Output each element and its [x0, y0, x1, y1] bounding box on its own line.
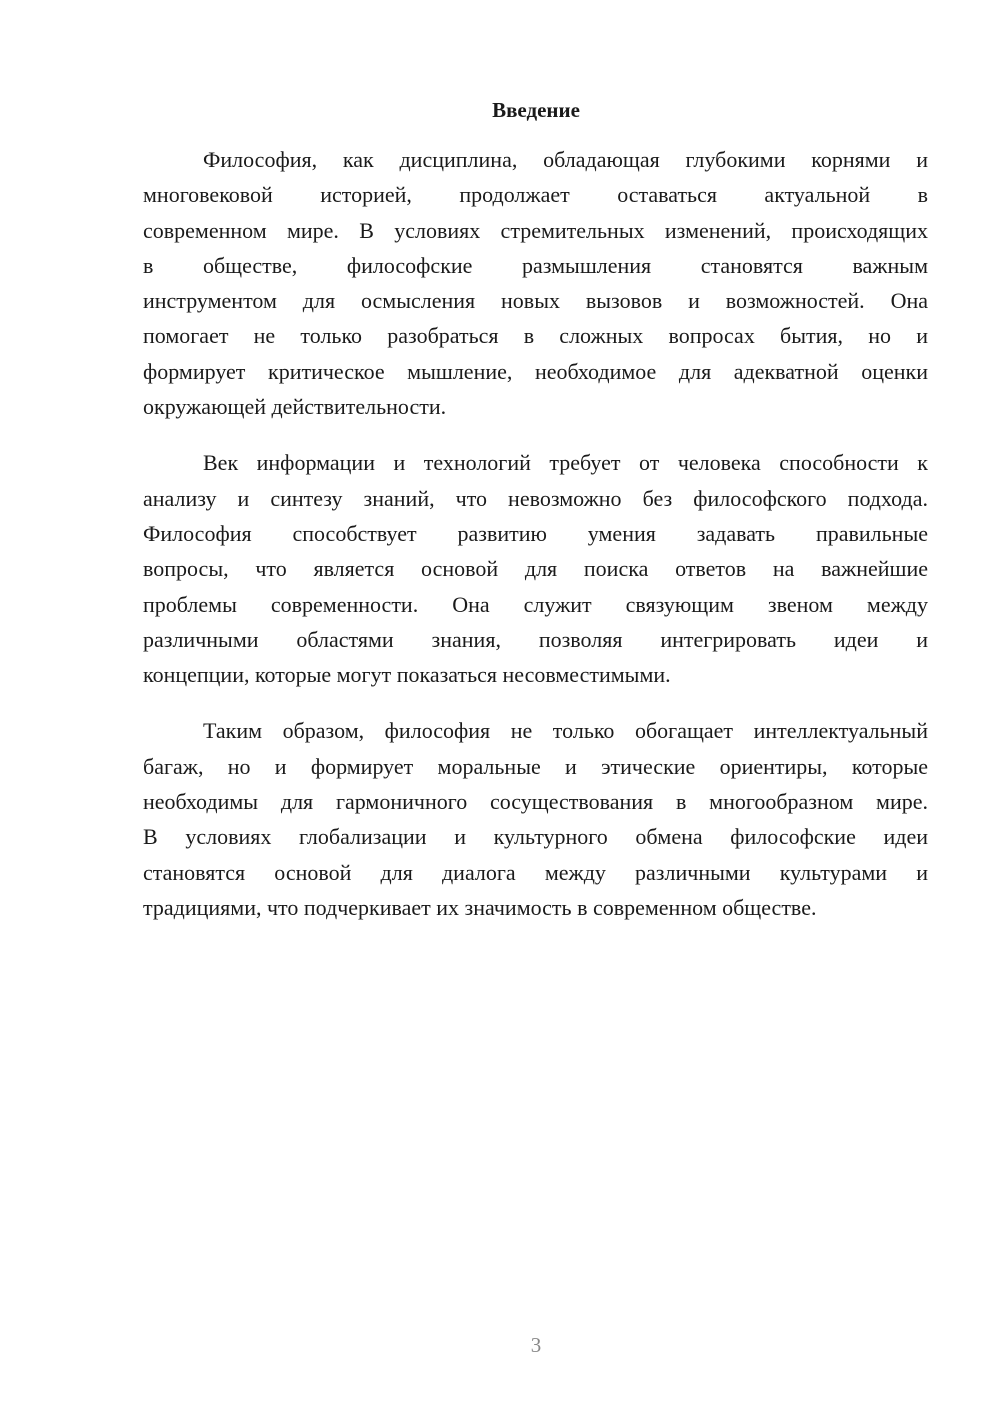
section-heading: Введение: [492, 98, 580, 122]
paragraph-line: необходимы для гармоничного сосуществования в многообразном мире.: [143, 789, 928, 815]
paragraph-line: окружающей действительности.: [143, 394, 447, 420]
paragraph-line: Таким образом, философия не только обогащает интеллектуальный: [203, 718, 928, 744]
paragraph: [143, 142, 928, 424]
document-body: [143, 142, 928, 946]
paragraph-line: Философия, как дисциплина, обладающая глубокими корнями и: [203, 147, 928, 172]
paragraph-line: формирует критическое мышление, необходимое для адекватной оценки: [143, 358, 928, 384]
paragraph-line: анализу и синтезу знаний, что невозможно без философского подхода.: [143, 485, 928, 511]
paragraph-line: традициями, что подчеркивает их значимость в современном обществе.: [143, 894, 817, 920]
paragraph-line: становятся основой для диалога между различными культурами и: [143, 859, 928, 885]
paragraph-line: современном мире. В условиях стремительных изменений, происходящих: [143, 217, 928, 243]
paragraph: [143, 445, 928, 692]
paragraph-line: багаж, но и формирует моральные и этические ориентиры, которые: [143, 753, 928, 779]
paragraph: [143, 713, 928, 925]
paragraph-line: концепции, которые могут показаться несовместимыми.: [143, 662, 671, 688]
paragraph-line: в обществе, философские размышления становятся важным: [143, 252, 928, 278]
paragraph-line: многовековой историей, продолжает оставаться актуальной в: [143, 182, 928, 208]
paragraph-line: проблемы современности. Она служит связующим звеном между: [143, 591, 928, 617]
paragraph-line: В условиях глобализации и культурного обмена философские идеи: [143, 824, 928, 850]
page-number: 3: [530, 1333, 542, 1357]
paragraph-line: помогает не только разобраться в сложных вопросах бытия, но и: [143, 323, 928, 349]
paragraph-line: Век информации и технологий требует от человека способности к: [203, 450, 928, 476]
paragraph-line: Философия способствует развитию умения задавать правильные: [143, 520, 928, 546]
paragraph-line: различными областями знания, позволяя интегрировать идеи и: [143, 626, 928, 652]
paragraph-line: вопросы, что является основой для поиска ответов на важнейшие: [143, 556, 928, 582]
paragraph-line: инструментом для осмысления новых вызовов и возможностей. Она: [143, 288, 928, 314]
